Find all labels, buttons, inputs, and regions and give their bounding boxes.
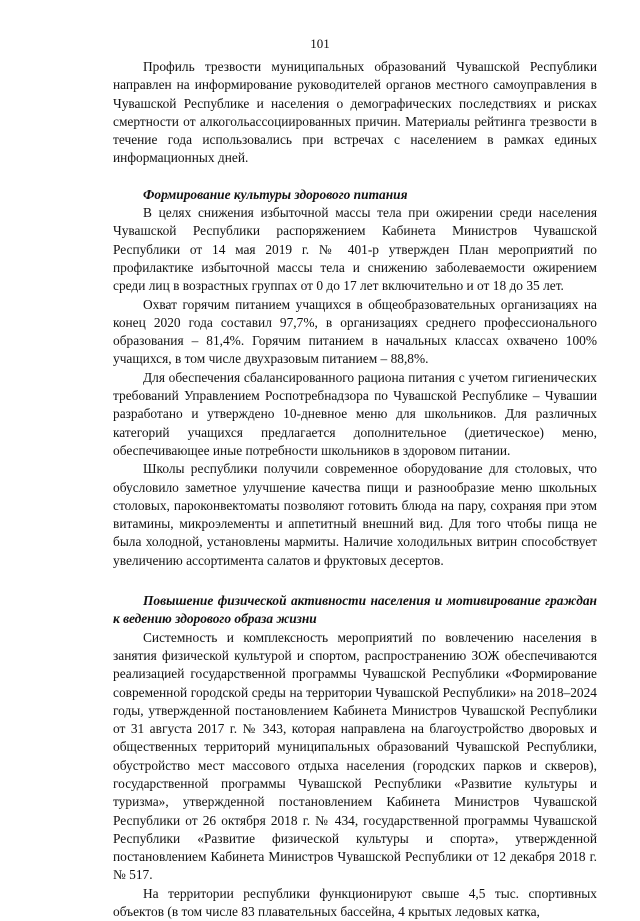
page-number: 101 xyxy=(310,36,330,51)
page-body xyxy=(113,58,597,921)
paragraph-hot-meals: Охват горячим питанием учащихся в общеобразовательных организациях на конец 2020 года составил 97,7%, в организациях среднего профессионального образования – 81,4%. Горячим питанием в начальных классах охвачено 100% учащихся, в том числе двухразовым питанием – 88,8%. xyxy=(113,296,597,367)
paragraph-obesity-plan: В целях снижения избыточной массы тела при ожирении среди населения Чувашской Республики распоряжением Кабинета Министров Чувашской Республики от 14 мая 2019 г. № 401-р утвержден План мероприятий по профилактике избыточной массы тела и снижению заболеваемости ожирением среди лиц в возрастных группах от 0 до 17 лет включительно и от 18 до 35 лет. xyxy=(113,205,597,294)
paragraph-state-programs: Системность и комплексность мероприятий по вовлечению населения в занятия физической культурой и спортом, распространению ЗОЖ обеспечиваются реализацией государственной программы Чувашской Республики «Формирование современной городской среды на территории Чувашской Республики» на 2018–2024 годы, утвержденной постановлением Кабинета Министров Чувашской Республики от 31 августа 2017 г. № 343, которая направлена на благоустройство дворовых и общественных территорий муниципальных образований Чувашской Республики, обустройство мест массового отдыха населения (городских парков и скверов), государственной программы Чувашской Республики «Развитие культуры и туризма», утвержденной постановлением Кабинета Министров Чувашской Республики от 26 октября 2018 г. № 434, государственной программы Чувашской Республики «Развитие физической культуры и спорта», утвержденной постановлением Кабинета Министров Чувашской Республики от 12 декабря 2018 г. № 517. xyxy=(113,629,597,883)
section-heading-physical-activity: Повышение физической активности населения и мотивирование граждан к ведению здорового образа жизни xyxy=(113,593,597,627)
paragraph-sobriety-profile: Профиль трезвости муниципальных образований Чувашской Республики направлен на информирование руководителей органов местного самоуправления в Чувашской Республике и населения о демографических последствиях и рисках смертности от алкогольассоциированных причин. Материалы рейтинга трезвости в течение года использовались при встречах с населением в рамках единых информационных дней. xyxy=(113,59,597,166)
paragraph-sports-facilities: На территории республики функционируют свыше 4,5 тыс. спортивных объектов (в том числе 83 плавательных бассейна, 4 крытых ледовых катка, xyxy=(113,885,597,920)
paragraph-balanced-menu: Для обеспечения сбалансированного рациона питания с учетом гигиенических требований Управлением Роспотребнадзора по Чувашской Республике – Чувашии разработано и утверждено 10-дневное меню для школьников. Для различных категорий учащихся предлагается дополнительное (диетическое) меню, обеспечивающее иные потребности школьников в здоровом питании. xyxy=(113,369,597,458)
paragraph-school-equipment: Школы республики получили современное оборудование для столовых, что обусловило заметное улучшение качества пищи и разнообразие меню школьных столовых, пароконвектоматы позволяют готовить блюда на пару, сохраняя при этом витамины, микроэлементы и аппетитный внешний вид. Для того чтобы пища не была холодной, установлены мармиты. Наличие холодильных витрин способствует увеличению ассортимента салатов и фруктовых десертов. xyxy=(113,461,597,568)
section-heading-healthy-nutrition: Формирование культуры здорового питания xyxy=(143,186,408,202)
